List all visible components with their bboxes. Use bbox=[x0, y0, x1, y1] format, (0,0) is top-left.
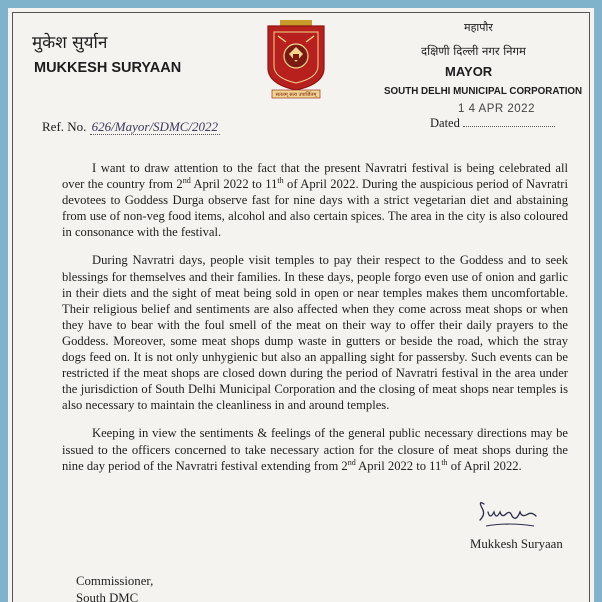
corporation-name-hindi: दक्षिणी दिल्ली नगर निगम bbox=[421, 44, 526, 58]
signer-name: Mukkesh Suryaan bbox=[470, 537, 563, 551]
paragraph-1: I want to draw attention to the fact that the present Navratri festival is being celebrated all over the country from 2nd April 2022 to 11th of April 2022. During the auspicious period of Navratri devotees to Goddess Durga observe fast for nine days with a strict vegetarian diet and abstaining from use of non-veg food items, alcohol and also certain spices. The area in the city is also coloured in consonance with the festival. bbox=[62, 161, 568, 240]
dated-dotted-line bbox=[463, 116, 555, 127]
handwritten-signature bbox=[474, 496, 544, 532]
letter-body bbox=[62, 160, 568, 486]
sdmc-emblem-icon bbox=[260, 18, 332, 102]
mayor-title-english: MAYOR bbox=[445, 64, 493, 79]
mayor-name-english: MUKKESH SURYAAN bbox=[34, 60, 182, 76]
recipient-line-2: South DMC bbox=[76, 591, 139, 602]
emblem-motto: सततम् सत्य उपार्जितम् bbox=[275, 92, 317, 98]
mayor-title-hindi: महापौर bbox=[464, 21, 493, 34]
reference-label: Ref. No. bbox=[42, 119, 87, 134]
letter-page bbox=[8, 8, 594, 602]
dated-line bbox=[430, 116, 555, 131]
paragraph-2: During Navratri days, people visit temples to pay their respect to the Goddess and to seek blessings for themselves and their families. In these days, people forgo even use of onion and garlic in their diets and the sight of meat being sold in open or near temples makes them uncomfortable. Their religious belief and sentiments are also affected when they come across meat shops or when they have to bear with the foul smell of the meat on their way to offer their daily prayers to the Goddess. Moreover, some meat shops dump waste in gutters or beside the road, which the stray dogs feed on. It is not only unhygienic but also an appalling sight for passersby. Such events can be restricted if the meat shops are closed down during the period of Navratri festival in the area under the jurisdiction of South Delhi Municipal Corporation and the closing of meat shops near temples is also necessary to maintain the cleanliness in and around temples. bbox=[62, 253, 568, 413]
mayor-name-hindi: मुकेश सुर्यान bbox=[32, 33, 108, 53]
paragraph-3: Keeping in view the sentiments & feelings of the general public necessary directions may be issued to the officers concerned to take necessary action for the closure of meat shops during the nine day period of the Navratri festival extending from 2nd April 2022 to 11th of April 2022. bbox=[62, 426, 568, 473]
reference-number bbox=[42, 119, 220, 135]
reference-value: 626/Mayor/SDMC/2022 bbox=[91, 119, 219, 134]
date-stamp: 1 4 APR 2022 bbox=[458, 103, 535, 115]
corporation-name-english: SOUTH DELHI MUNICIPAL CORPORATION bbox=[384, 86, 583, 97]
dated-label: Dated bbox=[430, 116, 460, 130]
recipient-line-1: Commissioner, bbox=[76, 574, 154, 588]
